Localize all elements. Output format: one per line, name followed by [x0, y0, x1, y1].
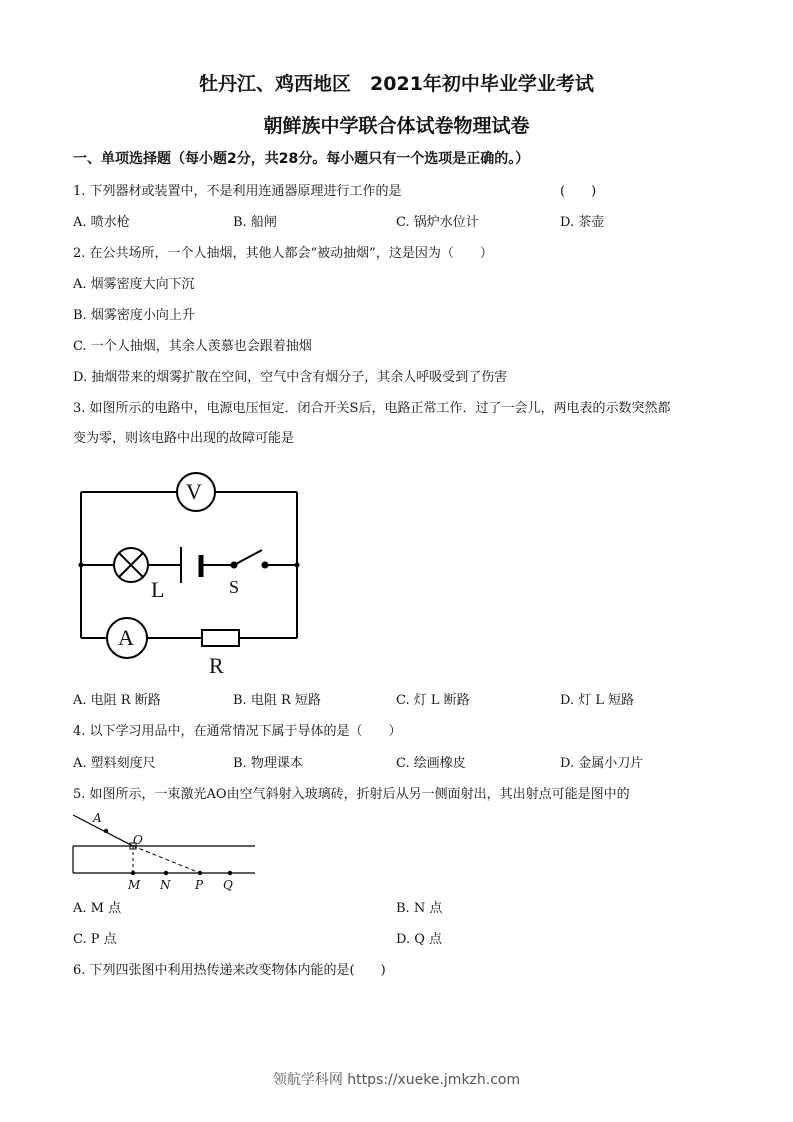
question-1-option-a: A. 喷水枪 — [73, 215, 130, 230]
question-4-option-c: C. 绘画橡皮 — [396, 756, 466, 771]
point-m-label: M — [128, 878, 141, 892]
question-2-option-a: A. 烟雾密度大向下沉 — [73, 277, 195, 292]
question-3-stem-line2: 变为零，则该电路中出现的故障可能是 — [73, 431, 295, 446]
question-3-option-a: A. 电阻 R 断路 — [73, 693, 161, 708]
switch-label: S — [229, 577, 240, 597]
question-2-stem: 2. 在公共场所，一个人抽烟，其他人都会“被动抽烟”，这是因为（ ） — [73, 246, 493, 261]
question-4-stem: 4. 以下学习用品中，在通常情况下属于导体的是（ ） — [73, 724, 402, 739]
question-5-stem: 5. 如图所示，一束激光AO由空气斜射入玻璃砖，折射后从另一侧面射出，其出射点可能是图中的 — [73, 787, 630, 802]
lamp-label: L — [151, 577, 165, 602]
question-2-option-d: D. 抽烟带来的烟雾扩散在空间，空气中含有烟分子，其余人呼吸受到了伤害 — [73, 370, 508, 385]
point-o-label: O — [133, 833, 143, 847]
question-5-option-d: D. Q 点 — [396, 932, 443, 947]
section-heading: 一、单项选择题（每小题2分，共28分。每小题只有一个选项是正确的。） — [73, 151, 530, 167]
question-4-option-b: B. 物理课本 — [233, 756, 303, 771]
question-4-option-a: A. 塑料刻度尺 — [73, 756, 156, 771]
question-3-option-d: D. 灯 L 短路 — [560, 693, 635, 708]
ammeter-label: A — [118, 625, 134, 650]
question-3-stem-line1: 3. 如图所示的电路中，电源电压恒定．闭合开关S后，电路正常工作．过了一会儿，两电表的示数突然都 — [73, 401, 671, 416]
question-2-option-c: C. 一个人抽烟，其余人羡慕也会跟着抽烟 — [73, 339, 312, 354]
question-2-option-b: B. 烟雾密度小向上升 — [73, 308, 195, 323]
point-a-label: A — [93, 811, 102, 825]
question-1-stem: 1. 下列器材或装置中，不是利用连通器原理进行工作的是 — [73, 184, 402, 199]
question-1-option-d: D. 茶壶 — [560, 215, 605, 230]
question-1-option-b: B. 船闸 — [233, 215, 277, 230]
page-title-line2: 朝鲜族中学联合体试卷物理试卷 — [263, 115, 530, 137]
point-p-label: P — [195, 878, 204, 892]
question-3-option-c: C. 灯 L 断路 — [396, 693, 470, 708]
question-6-stem: 6. 下列四张图中利用热传递来改变物体内能的是( ) — [73, 963, 386, 978]
footer-watermark: 领航学科网 https://xueke.jmkzh.com — [272, 1072, 521, 1088]
question-5-option-b: B. N 点 — [396, 901, 443, 916]
question-4-option-d: D. 金属小刀片 — [560, 756, 644, 771]
question-3-option-b: B. 电阻 R 短路 — [233, 693, 321, 708]
resistor-label: R — [209, 653, 224, 678]
question-1-answer-paren: ( ) — [560, 184, 597, 199]
question-1-option-c: C. 锅炉水位计 — [396, 215, 479, 230]
question-5-option-a: A. M 点 — [73, 901, 122, 916]
point-q-label: Q — [223, 878, 233, 892]
page-title-line1: 牡丹江、鸡西地区 2021年初中毕业学业考试 — [199, 73, 594, 95]
question-5-option-c: C. P 点 — [73, 932, 117, 947]
voltmeter-label: V — [186, 479, 202, 504]
point-n-label: N — [160, 878, 171, 892]
